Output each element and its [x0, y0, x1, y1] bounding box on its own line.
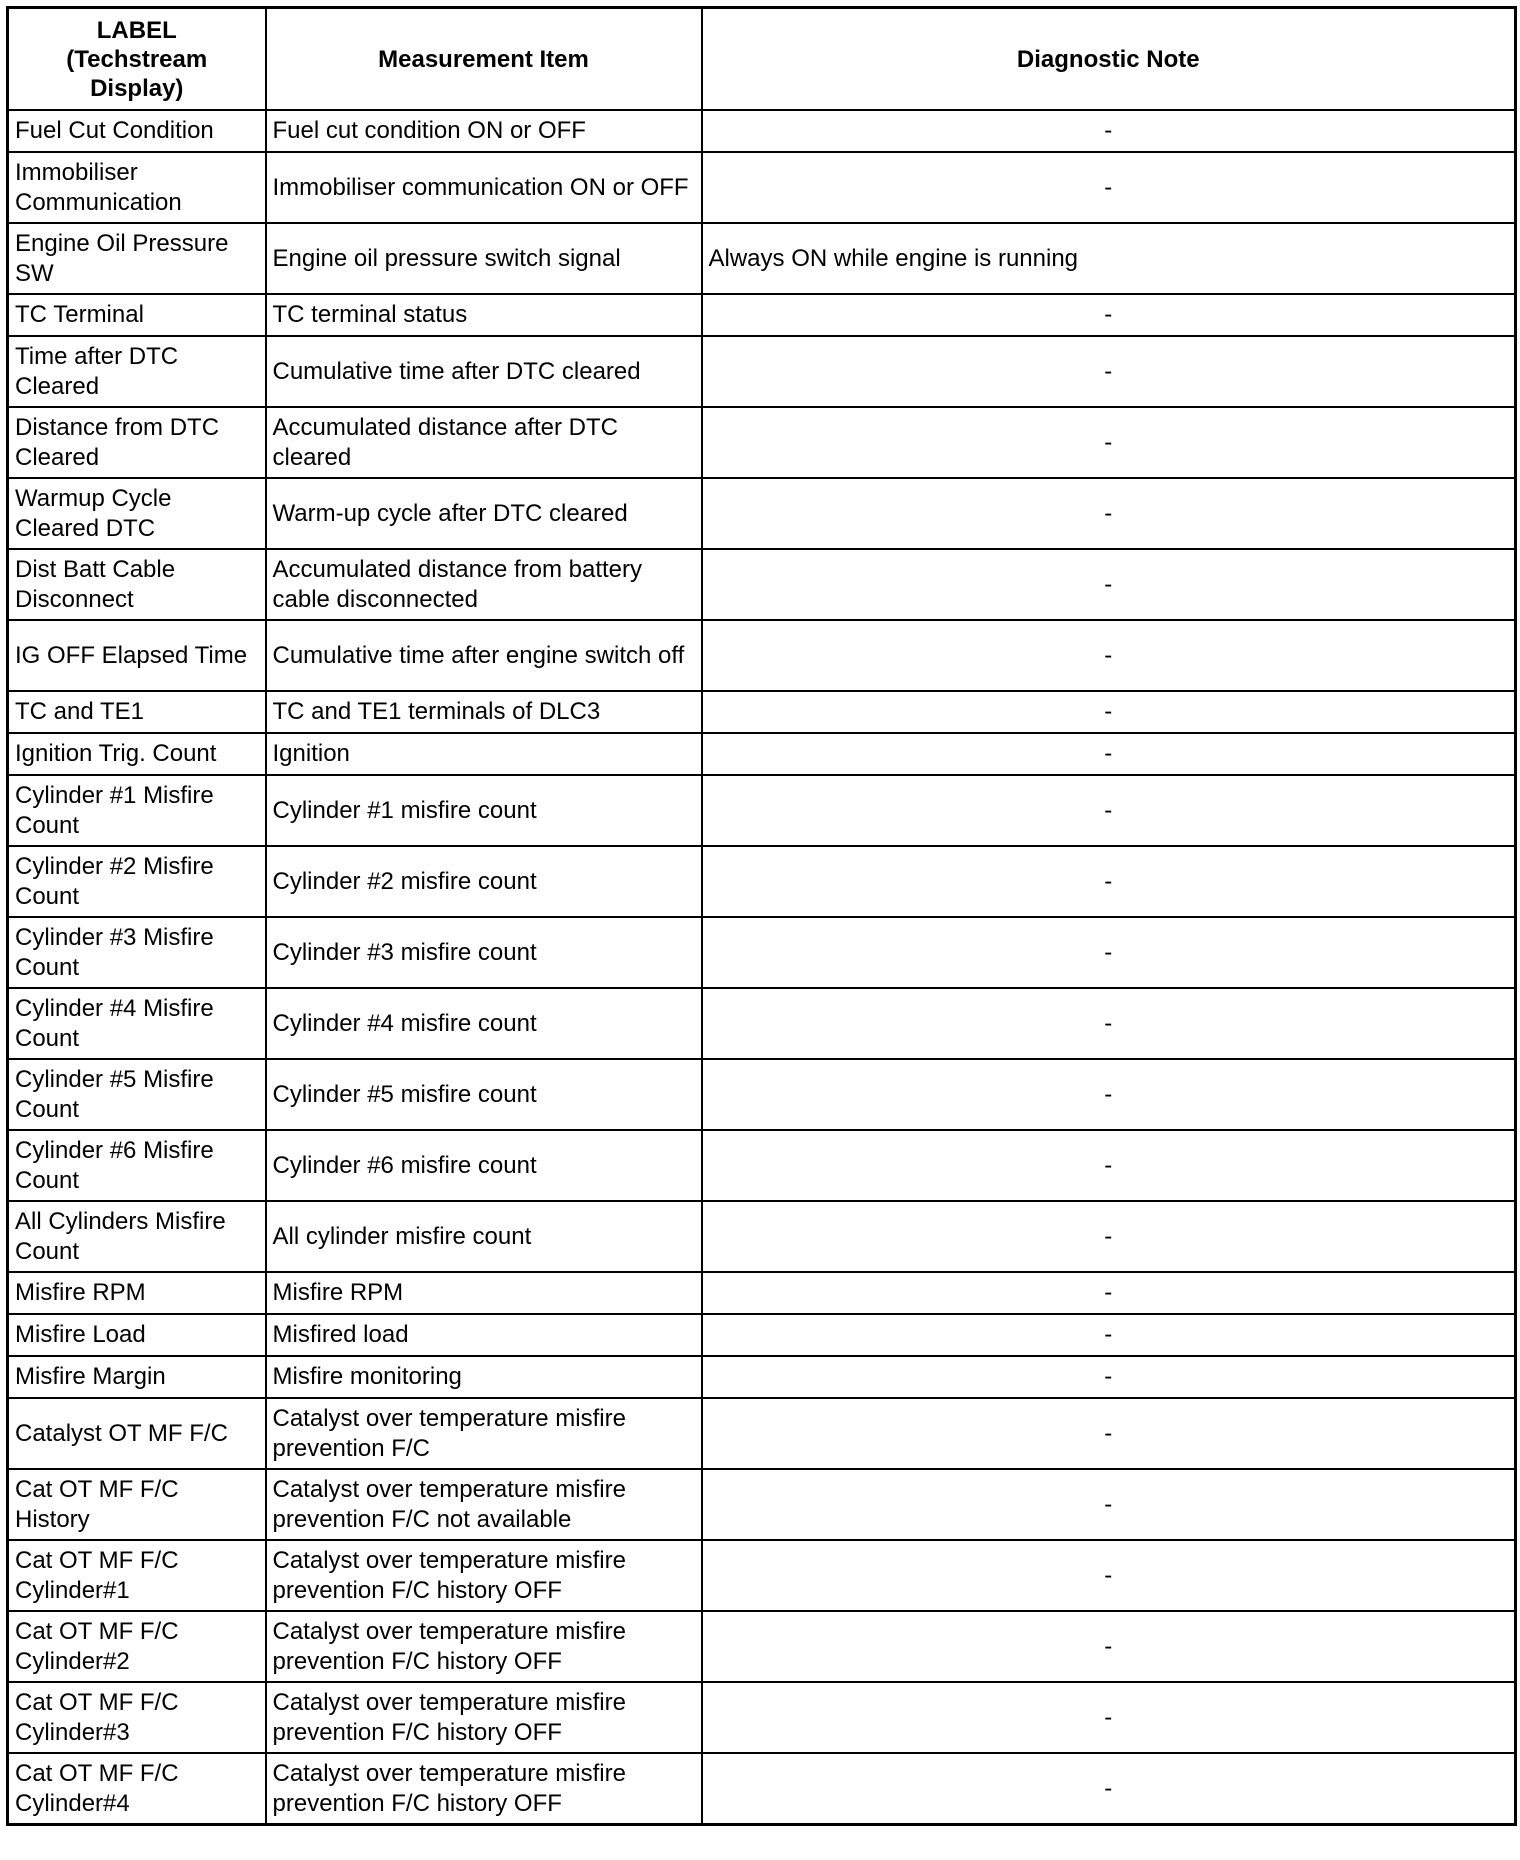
table-row: [8, 1201, 1516, 1272]
cell-label: Warmup Cycle Cleared DTC: [8, 478, 266, 549]
cell-measurement-item: Catalyst over temperature misfire prevention F/C history OFF: [266, 1682, 702, 1753]
cell-label: IG OFF Elapsed Time: [8, 620, 266, 691]
table-row: [8, 1356, 1516, 1398]
cell-measurement-item: TC and TE1 terminals of DLC3: [266, 691, 702, 733]
cell-diagnostic-note: -: [702, 988, 1516, 1059]
cell-diagnostic-note: -: [702, 110, 1516, 152]
cell-diagnostic-note: -: [702, 549, 1516, 620]
table-row: [8, 223, 1516, 294]
header-label-text: LABEL (Techstream Display): [66, 16, 208, 102]
cell-diagnostic-note: -: [702, 1356, 1516, 1398]
cell-label: Cat OT MF F/C Cylinder#3: [8, 1682, 266, 1753]
table-row: [8, 1682, 1516, 1753]
table-row: [8, 775, 1516, 846]
cell-label: Immobiliser Communication: [8, 152, 266, 223]
cell-measurement-item: Accumulated distance after DTC cleared: [266, 407, 702, 478]
cell-measurement-item: Accumulated distance from battery cable disconnected: [266, 549, 702, 620]
header-diagnostic-note-text: Diagnostic Note: [1016, 45, 1200, 73]
cell-label: Cylinder #5 Misfire Count: [8, 1059, 266, 1130]
cell-label: Cylinder #6 Misfire Count: [8, 1130, 266, 1201]
cell-label: Catalyst OT MF F/C: [8, 1398, 266, 1469]
table-row: [8, 549, 1516, 620]
cell-measurement-item: Misfired load: [266, 1314, 702, 1356]
data-list-table: [6, 6, 1517, 1826]
table-row: [8, 110, 1516, 152]
cell-diagnostic-note: -: [702, 775, 1516, 846]
cell-label: Cat OT MF F/C Cylinder#4: [8, 1753, 266, 1825]
cell-measurement-item: Cylinder #1 misfire count: [266, 775, 702, 846]
cell-label: Cat OT MF F/C Cylinder#1: [8, 1540, 266, 1611]
cell-measurement-item: Cylinder #5 misfire count: [266, 1059, 702, 1130]
cell-diagnostic-note: -: [702, 917, 1516, 988]
table-row: [8, 846, 1516, 917]
cell-measurement-item: Cylinder #2 misfire count: [266, 846, 702, 917]
cell-measurement-item: Catalyst over temperature misfire prevention F/C history OFF: [266, 1753, 702, 1825]
cell-diagnostic-note: -: [702, 1540, 1516, 1611]
cell-diagnostic-note: -: [702, 1398, 1516, 1469]
cell-diagnostic-note: -: [702, 691, 1516, 733]
table-row: [8, 478, 1516, 549]
table-row: [8, 917, 1516, 988]
cell-diagnostic-note: -: [702, 1130, 1516, 1201]
cell-measurement-item: Cumulative time after engine switch off: [266, 620, 702, 691]
cell-diagnostic-note: -: [702, 1611, 1516, 1682]
cell-label: All Cylinders Misfire Count: [8, 1201, 266, 1272]
cell-diagnostic-note: -: [702, 407, 1516, 478]
header-measurement-item: [266, 8, 702, 111]
cell-diagnostic-note: -: [702, 152, 1516, 223]
cell-measurement-item: Misfire RPM: [266, 1272, 702, 1314]
cell-measurement-item: Cumulative time after DTC cleared: [266, 336, 702, 407]
cell-diagnostic-note: -: [702, 846, 1516, 917]
cell-measurement-item: Catalyst over temperature misfire prevention F/C history OFF: [266, 1611, 702, 1682]
table-header-row: [8, 8, 1516, 111]
table-row: [8, 733, 1516, 775]
cell-measurement-item: Cylinder #3 misfire count: [266, 917, 702, 988]
table-row: [8, 1130, 1516, 1201]
cell-measurement-item: Fuel cut condition ON or OFF: [266, 110, 702, 152]
table-row: [8, 152, 1516, 223]
cell-diagnostic-note: -: [702, 294, 1516, 336]
table-row: [8, 1272, 1516, 1314]
cell-label: Cylinder #3 Misfire Count: [8, 917, 266, 988]
cell-label: Misfire Margin: [8, 1356, 266, 1398]
table-row: [8, 336, 1516, 407]
cell-diagnostic-note: -: [702, 1272, 1516, 1314]
table-row: [8, 1540, 1516, 1611]
cell-measurement-item: Engine oil pressure switch signal: [266, 223, 702, 294]
cell-label: Cylinder #1 Misfire Count: [8, 775, 266, 846]
cell-diagnostic-note: -: [702, 1753, 1516, 1825]
table-row: [8, 1469, 1516, 1540]
cell-measurement-item: Warm-up cycle after DTC cleared: [266, 478, 702, 549]
header-label: [8, 8, 266, 111]
cell-label: Engine Oil Pressure SW: [8, 223, 266, 294]
header-measurement-item-text: Measurement Item: [378, 45, 589, 73]
table-row: [8, 988, 1516, 1059]
table-row: [8, 1753, 1516, 1825]
cell-label: Fuel Cut Condition: [8, 110, 266, 152]
cell-measurement-item: Catalyst over temperature misfire prevention F/C history OFF: [266, 1540, 702, 1611]
cell-label: Ignition Trig. Count: [8, 733, 266, 775]
table-row: [8, 691, 1516, 733]
cell-label: Dist Batt Cable Disconnect: [8, 549, 266, 620]
header-diagnostic-note: [702, 8, 1516, 111]
cell-label: Misfire Load: [8, 1314, 266, 1356]
cell-measurement-item: All cylinder misfire count: [266, 1201, 702, 1272]
cell-diagnostic-note: -: [702, 478, 1516, 549]
cell-label: Cat OT MF F/C Cylinder#2: [8, 1611, 266, 1682]
cell-label: Distance from DTC Cleared: [8, 407, 266, 478]
cell-diagnostic-note: Always ON while engine is running: [702, 223, 1516, 294]
cell-measurement-item: Misfire monitoring: [266, 1356, 702, 1398]
cell-measurement-item: TC terminal status: [266, 294, 702, 336]
cell-label: TC Terminal: [8, 294, 266, 336]
cell-diagnostic-note: -: [702, 1469, 1516, 1540]
cell-diagnostic-note: -: [702, 1314, 1516, 1356]
cell-diagnostic-note: -: [702, 1059, 1516, 1130]
cell-measurement-item: Cylinder #4 misfire count: [266, 988, 702, 1059]
table-row: [8, 1611, 1516, 1682]
cell-diagnostic-note: -: [702, 620, 1516, 691]
table-row: [8, 294, 1516, 336]
cell-label: Cat OT MF F/C History: [8, 1469, 266, 1540]
cell-diagnostic-note: -: [702, 733, 1516, 775]
cell-measurement-item: Cylinder #6 misfire count: [266, 1130, 702, 1201]
cell-diagnostic-note: -: [702, 1201, 1516, 1272]
table-row: [8, 1314, 1516, 1356]
cell-diagnostic-note: -: [702, 1682, 1516, 1753]
cell-label: TC and TE1: [8, 691, 266, 733]
table-row: [8, 1398, 1516, 1469]
cell-measurement-item: Immobiliser communication ON or OFF: [266, 152, 702, 223]
table-row: [8, 620, 1516, 691]
cell-diagnostic-note: -: [702, 336, 1516, 407]
cell-label: Time after DTC Cleared: [8, 336, 266, 407]
cell-measurement-item: Catalyst over temperature misfire prevention F/C not available: [266, 1469, 702, 1540]
cell-measurement-item: Ignition: [266, 733, 702, 775]
cell-label: Cylinder #4 Misfire Count: [8, 988, 266, 1059]
table-row: [8, 1059, 1516, 1130]
cell-label: Misfire RPM: [8, 1272, 266, 1314]
cell-label: Cylinder #2 Misfire Count: [8, 846, 266, 917]
cell-measurement-item: Catalyst over temperature misfire prevention F/C: [266, 1398, 702, 1469]
table-row: [8, 407, 1516, 478]
